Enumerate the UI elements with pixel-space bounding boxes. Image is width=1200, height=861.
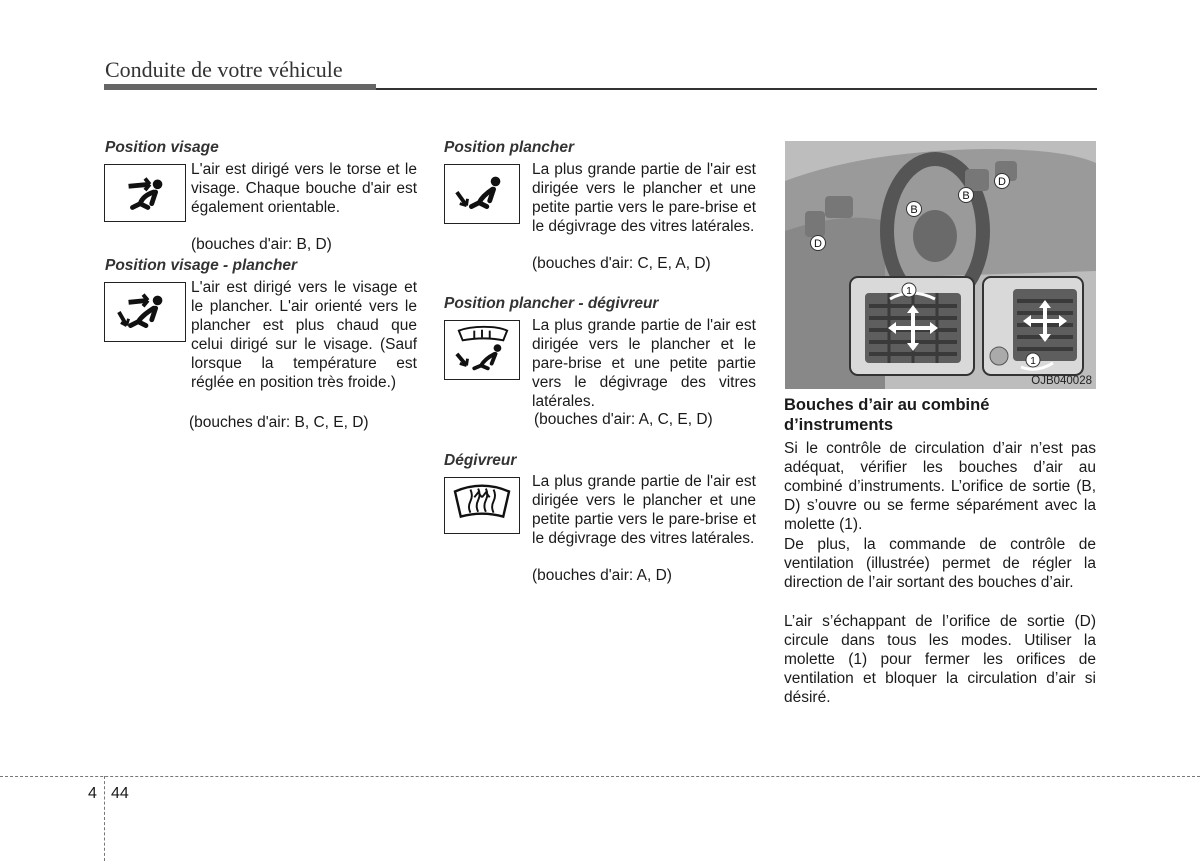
- position-visage-vents: (bouches d'air: B, D): [191, 236, 332, 253]
- bouches-air-paragraph-1: Si le contrôle de circulation d’air n’est pas adéquat, vérifier les bouches d’air au combiné d’instruments. L’orifice de sortie (B, D) s’ouvre ou se ferme séparément avec la molette (1).: [784, 440, 1096, 533]
- floor-mode-icon: [444, 164, 520, 224]
- degivreur-vents: (bouches d'air: A, D): [532, 567, 672, 584]
- callout-1-left: 1: [906, 286, 912, 297]
- section-title-position-visage-plancher: Position visage - plancher: [105, 257, 298, 274]
- section-heading-bouches-air: Bouches d’air au combiné d’instruments: [784, 396, 990, 434]
- section-title-position-plancher: Position plancher: [444, 139, 575, 156]
- footer-vertical-rule: [104, 776, 105, 861]
- dashboard-vents-figure: [785, 141, 1096, 389]
- header-rule-accent: [104, 84, 376, 90]
- position-plancher-text: La plus grande partie de l'air est dirigée vers le plancher et une petite partie vers le pare-brise et le dégivrage des vitres latérales.: [532, 161, 756, 235]
- defrost-mode-icon: [444, 477, 520, 534]
- dashboard-illustration: [785, 141, 1096, 389]
- footer-rule: [0, 776, 1200, 777]
- bouches-air-paragraph-3: L’air s’échappant de l’orifice de sortie (D) circule dans tous les modes. Utiliser la molette (1) pour fermer les orifices de ventilation et bloquer la circulation d’air si désiré.: [784, 613, 1096, 706]
- section-title-position-plancher-degivreur: Position plancher - dégivreur: [444, 295, 659, 312]
- bouches-air-paragraph-2: De plus, la commande de contrôle de ventilation (illustrée) permet de régler la direction de l’air sortant des bouches d’air.: [784, 536, 1096, 591]
- position-plancher-vents: (bouches d'air: C, E, A, D): [532, 255, 711, 272]
- chapter-number: 4: [88, 785, 97, 802]
- callout-d-right: D: [998, 176, 1006, 188]
- face-floor-mode-icon: [104, 282, 186, 342]
- position-plancher-degivreur-vents: (bouches d'air: A, C, E, D): [534, 411, 713, 428]
- section-title-degivreur: Dégivreur: [444, 452, 517, 469]
- floor-defrost-mode-icon: [444, 320, 520, 380]
- running-header-title: Conduite de votre véhicule: [105, 57, 343, 82]
- page-number: 44: [111, 785, 129, 802]
- position-visage-plancher-text: L'air est dirigé vers le visage et le plancher. L'air orienté vers le plancher est plus chaud que celui dirigé sur le visage. (Sauf lorsque la température est réglée en position très froide.): [191, 279, 417, 391]
- position-visage-text: L'air est dirigé vers le torse et le visage. Chaque bouche d'air est également orientable.: [191, 161, 417, 216]
- degivreur-text: La plus grande partie de l'air est dirigée vers le plancher et une petite partie vers le pare-brise et le dégivrage des vitres latérales.: [532, 473, 756, 547]
- figure-code: OJB040028: [1031, 375, 1092, 387]
- section-title-position-visage: Position visage: [105, 139, 219, 156]
- callout-1-right: 1: [1030, 356, 1036, 367]
- position-visage-plancher-vents: (bouches d'air: B, C, E, D): [189, 414, 369, 431]
- face-mode-icon: [104, 164, 186, 222]
- callout-b-right: B: [962, 190, 970, 202]
- position-plancher-degivreur-text: La plus grande partie de l'air est dirigée vers le plancher et le pare-brise et une petite partie vers le dégivrage des vitres latérales.: [532, 317, 756, 410]
- callout-d-left: D: [814, 238, 822, 250]
- callout-b-left: B: [910, 204, 918, 216]
